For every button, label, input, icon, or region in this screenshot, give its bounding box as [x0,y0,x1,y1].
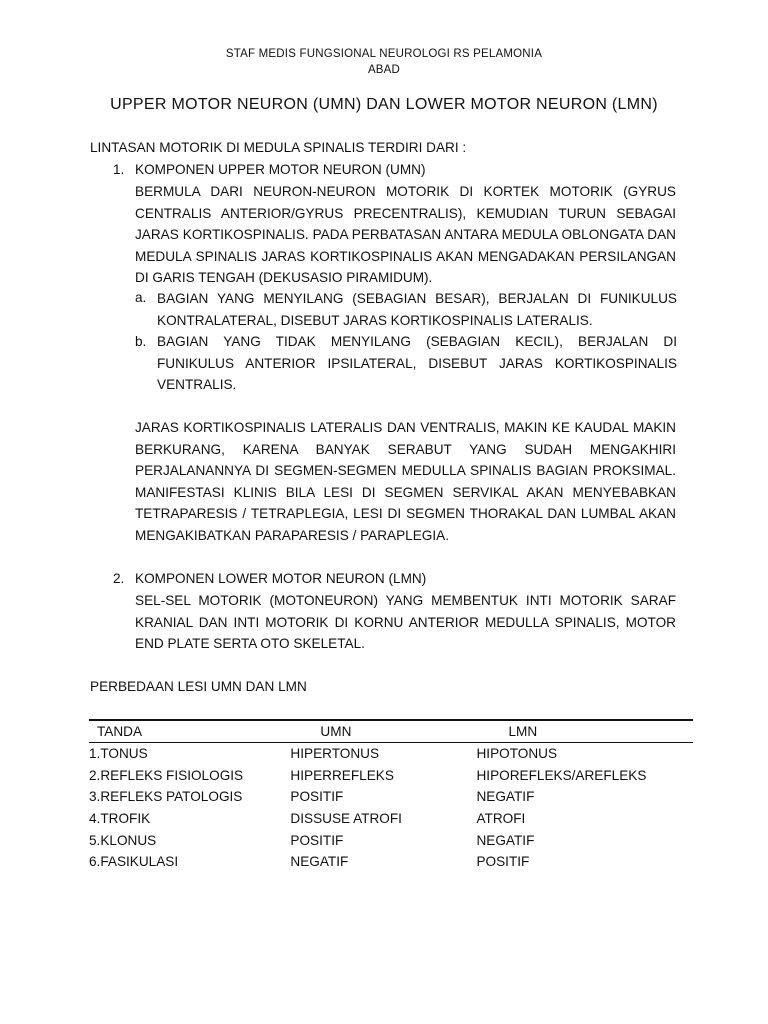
table-cell-lmn: NEGATIF [476,832,535,848]
item-1-number: 1. [113,162,125,177]
table-row [89,851,693,873]
column-header-tanda: TANDA [89,720,290,743]
table-cell-tanda: 5.KLONUS [89,832,157,848]
table-cell-tanda: 6.FASIKULASI [89,854,179,870]
table-cell-lmn: HIPOREFLEKS/AREFLEKS [476,767,647,783]
table-cell-umn: HIPERREFLEKS [290,767,394,783]
item-2-paragraph: SEL-SEL MOTORIK (MOTONEURON) YANG MEMBENTUK INTI MOTORIK SARAF KRANIAL DAN INTI MOTORIK DI KORNU ANTERIOR MEDULLA SPINALIS, MOTOR END PLATE SERTA OTO SKELETAL. [135,593,676,652]
item-2-number: 2. [113,571,125,586]
table-cell-umn: POSITIF [290,789,344,805]
sub-item-b-text: BAGIAN YANG TIDAK MENYILANG (SEBAGIAN KECIL), BERJALAN DI FUNIKULUS ANTERIOR IPSILATERAL, DISEBUT JARAS KORTIKOSPINALIS VENTRALIS. [157,334,677,393]
sub-item-b-letter: b. [135,334,147,349]
intro-text: LINTASAN MOTORIK DI MEDULA SPINALIS TERDIRI DARI : [90,140,467,155]
table-cell-lmn: POSITIF [476,854,530,870]
table-row [89,743,693,765]
item-1-heading: KOMPONEN UPPER MOTOR NEURON (UMN) [135,162,426,177]
table-cell-umn: POSITIF [290,832,344,848]
table-cell-lmn: NEGATIF [476,789,535,805]
table-row [89,765,693,787]
table-header-row [89,720,693,743]
sub-item-a-text: BAGIAN YANG MENYILANG (SEBAGIAN BESAR), BERJALAN DI FUNIKULUS KONTRALATERAL, DISEBUT JARAS KORTIKOSPINALIS LATERALIS. [157,291,677,328]
table-cell-tanda: 1.TONUS [89,746,148,762]
sub-item-a-letter: a. [135,290,147,305]
column-header-lmn: LMN [476,720,693,743]
document-title: UPPER MOTOR NEURON (UMN) DAN LOWER MOTOR NEURON (LMN) [110,96,658,113]
item-2-heading: KOMPONEN LOWER MOTOR NEURON (LMN) [135,571,427,586]
item-1-paragraph-2: JARAS KORTIKOSPINALIS LATERALIS DAN VENTRALIS, MAKIN KE KAUDAL MAKIN BERKURANG, KARENA BANYAK SERABUT YANG SUDAH MENGAKHIRI PERJALANANNYA DI SEGMEN-SEGMEN MEDULLA SPINALIS BAGIAN PROKSIMAL. MANIFESTASI KLINIS BILA LESI DI SEGMEN SERVIKAL AKAN MENYEBABKAN TETRAPARESIS / TETRAPLEGIA, LESI DI SEGMEN THORAKAL DAN LUMBAL AKAN MENGAKIBATKAN PARAPARESIS / PARAPLEGIA. [135,420,676,543]
table-cell-lmn: ATROFI [476,811,526,827]
table-cell-umn: DISSUSE ATROFI [290,811,402,827]
table-row [89,829,693,851]
table-cell-tanda: 3.REFLEKS PATOLOGIS [89,789,243,805]
comparison-title: PERBEDAAN LESI UMN DAN LMN [90,679,307,694]
table-cell-umn: NEGATIF [290,854,349,870]
table-cell-tanda: 2.REFLEKS FISIOLOGIS [89,767,244,783]
institution-header: STAF MEDIS FUNGSIONAL NEUROLOGI RS PELAMONIA [225,48,543,60]
table-cell-lmn: HIPOTONUS [476,746,558,762]
table-cell-tanda: 4.TROFIK [89,811,151,827]
table-row [89,808,693,830]
column-header-umn: UMN [290,720,476,743]
institution-subheader: ABAD [367,64,401,76]
item-1-paragraph: BERMULA DARI NEURON-NEURON MOTORIK DI KORTEK MOTORIK (GYRUS CENTRALIS ANTERIOR/GYRUS PRECENTRALIS), KEMUDIAN TURUN SEBAGAI JARAS KORTIKOSPINALIS. PADA PERBATASAN ANTARA MEDULA OBLONGATA DAN MEDULA SPINALIS JARAS KORTIKOSPINALIS AKAN MENGADAKAN PERSILANGAN DI GARIS TENGAH (DEKUSASIO PIRAMIDUM). [135,184,676,286]
comparison-table [89,719,693,873]
table-cell-umn: HIPERTONUS [290,746,380,762]
table-row [89,786,693,808]
